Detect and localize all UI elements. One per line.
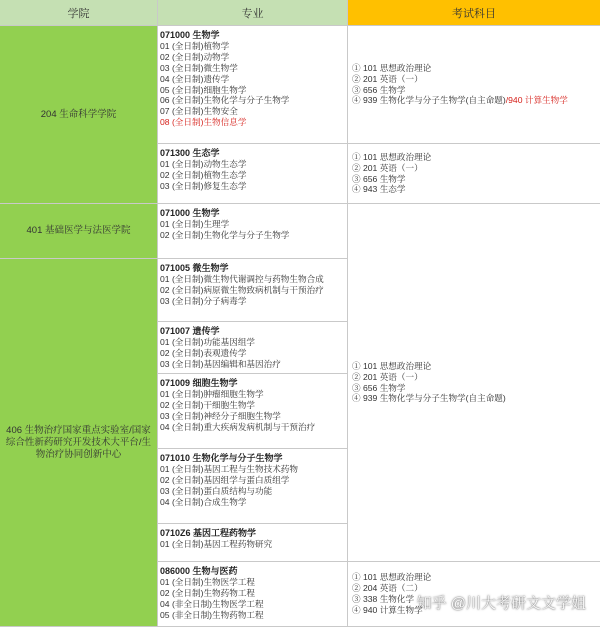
- header-school: 学院: [0, 0, 158, 26]
- major-item: 03 (全日制)基因编辑和基因治疗: [160, 358, 281, 369]
- exam-item: ① 101 思想政治理论: [352, 62, 432, 73]
- major-item: 01 (全日制)微生物代谢调控与药物生物合成: [160, 273, 324, 284]
- major-item: 02 (全日制)基因组学与蛋白质组学: [160, 474, 290, 485]
- exam-item: ① 101 思想政治理论: [352, 151, 432, 162]
- major-item: 03 (全日制)神经分子细胞生物学: [160, 410, 281, 421]
- major-cell: [158, 204, 348, 259]
- major-item: 05 (全日制)细胞生物学: [160, 84, 247, 95]
- exam-item-text: ④ 939 生物化学与分子生物学(自主命题): [352, 95, 506, 106]
- major-item: 03 (全日制)微生物学: [160, 62, 238, 73]
- major-item: 04 (非全日制)生物医学工程: [160, 598, 264, 609]
- exam-item: ④ 940 计算生物学: [352, 604, 423, 615]
- major-item: 01 (全日制)生物医学工程: [160, 576, 256, 587]
- major-code: 071000 生物学: [160, 208, 220, 218]
- major-cell: [158, 259, 348, 322]
- major-code: 071300 生态学: [160, 148, 220, 158]
- exam-item: ② 201 英语（一）: [352, 371, 423, 382]
- major-cell: [158, 144, 348, 204]
- exam-item: ① 101 思想政治理论: [352, 572, 432, 583]
- major-cell: [158, 374, 348, 449]
- major-item: 08 (全日制)生物信息学: [160, 117, 247, 128]
- exam-item: ② 204 英语（二）: [352, 583, 423, 594]
- major-item: 01 (全日制)植物学: [160, 40, 230, 51]
- major-item: 02 (全日制)干细胞生物学: [160, 399, 256, 410]
- major-item: 01 (全日制)基因工程药物研究: [160, 538, 273, 549]
- exam-item: ① 101 思想政治理论: [352, 360, 432, 371]
- major-cell: [158, 524, 348, 562]
- major-item: 01 (全日制)功能基因组学: [160, 336, 256, 347]
- school-401: 401 基础医学与法医学院: [0, 204, 158, 259]
- major-item: 01 (全日制)动物生态学: [160, 158, 247, 169]
- major-code: 071000 生物学: [160, 30, 220, 40]
- major-cell: [158, 562, 348, 627]
- major-code: 071010 生物化学与分子生物学: [160, 453, 283, 463]
- major-item: 01 (全日制)肿瘤细胞生物学: [160, 388, 264, 399]
- exam-item: ③ 656 生物学: [352, 173, 406, 184]
- major-code: 0710Z6 基因工程药物学: [160, 528, 257, 538]
- major-item: 04 (全日制)重大疾病发病机制与干预治疗: [160, 421, 316, 432]
- exam-item: ② 201 英语（一）: [352, 162, 423, 173]
- school-204: 204 生命科学学院: [0, 26, 158, 204]
- major-cell: [158, 449, 348, 524]
- exam-item-alt: /940 计算生物学: [505, 95, 568, 106]
- exam-item: ③ 656 生物学: [352, 84, 406, 95]
- major-item: 07 (全日制)生物安全: [160, 106, 238, 117]
- major-item: 06 (全日制)生物化学与分子生物学: [160, 95, 290, 106]
- major-item: 02 (全日制)生物化学与分子生物学: [160, 229, 290, 240]
- major-code: 071005 微生物学: [160, 263, 229, 273]
- major-cell: [158, 26, 348, 144]
- major-cell: [158, 322, 348, 374]
- major-item: 02 (全日制)植物生态学: [160, 169, 247, 180]
- major-item: 02 (全日制)动物学: [160, 51, 230, 62]
- major-item: 01 (全日制)基因工程与生物技术药物: [160, 463, 298, 474]
- exam-item: [352, 95, 600, 106]
- header-exam: 考试科目: [348, 0, 600, 26]
- major-item: 05 (非全日制)生物药物工程: [160, 609, 264, 620]
- exam-item: ③ 338 生物化学: [352, 594, 415, 604]
- major-item: 01 (全日制)生理学: [160, 218, 230, 229]
- major-item: 03 (全日制)蛋白质结构与功能: [160, 485, 273, 496]
- major-item: 04 (全日制)遗传学: [160, 73, 230, 84]
- exam-item: ④ 939 生物化学与分子生物学(自主命题): [352, 393, 506, 404]
- exam-item: ④ 943 生态学: [352, 184, 406, 195]
- major-item: 02 (全日制)表观遗传学: [160, 347, 247, 358]
- major-item: 02 (全日制)病原微生物致病机制与干预治疗: [160, 284, 324, 295]
- header-major: 专业: [158, 0, 348, 26]
- exam-cell: [348, 144, 600, 204]
- zhihu-watermark: 知乎 @川大考研文文学姐: [416, 595, 586, 612]
- exam-cell: [348, 26, 600, 144]
- major-item: 03 (全日制)分子病毒学: [160, 295, 247, 306]
- exam-item: ③ 656 生物学: [352, 382, 406, 393]
- school-406: 406 生物治疗国家重点实验室/国家综合性新药研究开发技术大平台/生物治疗协同创新中心: [0, 259, 158, 627]
- major-code: 071009 细胞生物学: [160, 378, 238, 388]
- major-item: 04 (全日制)合成生物学: [160, 496, 247, 507]
- exam-cell: [348, 204, 600, 562]
- major-code: 086000 生物与医药: [160, 566, 238, 576]
- major-item: 02 (全日制)生物药物工程: [160, 587, 256, 598]
- major-code: 071007 遗传学: [160, 326, 220, 336]
- exam-item: ② 201 英语（一）: [352, 73, 423, 84]
- major-item: 03 (全日制)修复生态学: [160, 180, 247, 191]
